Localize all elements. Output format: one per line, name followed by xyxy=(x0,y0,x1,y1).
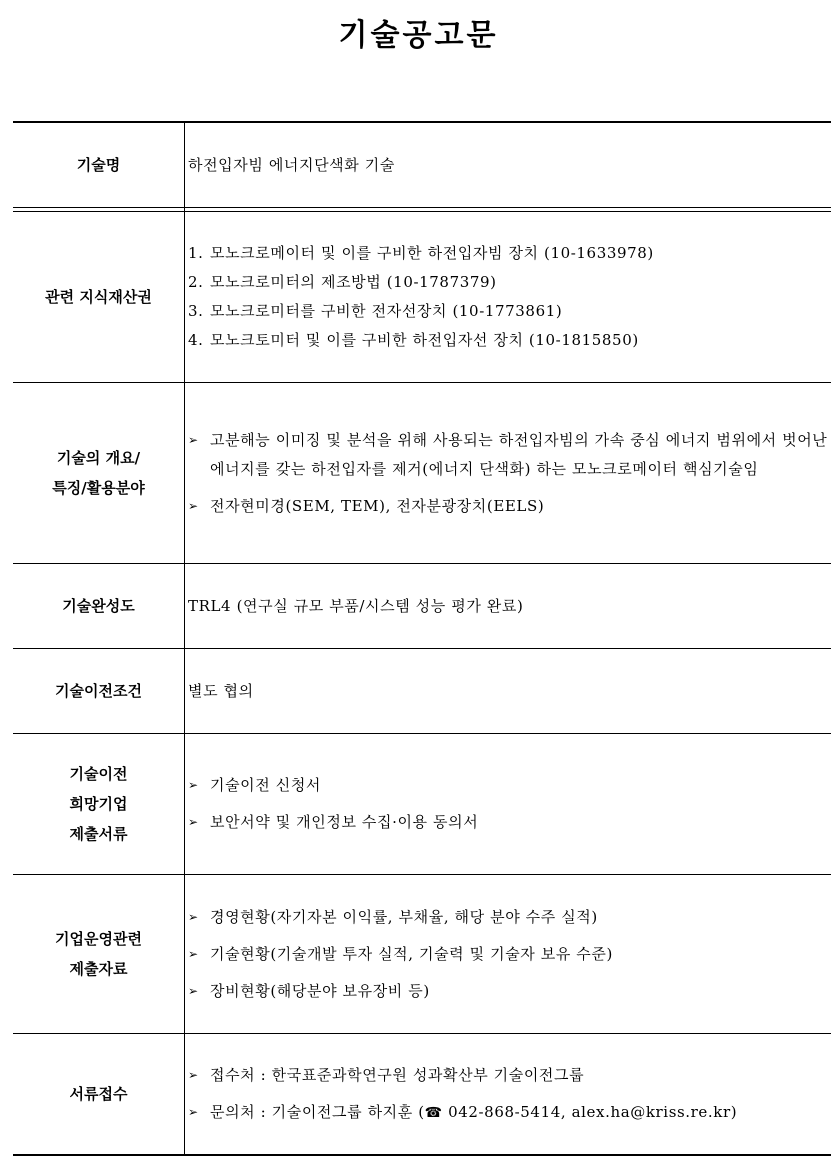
submission-label: 서류접수 xyxy=(13,1034,185,1156)
row-tech-name xyxy=(13,122,831,208)
list-item xyxy=(188,1098,831,1128)
ip-item: 2. 모노크로미터의 제조방법 (10-1787379) xyxy=(188,273,497,291)
page-title: 기술공고문 xyxy=(338,18,499,53)
row-company-docs xyxy=(13,875,831,1034)
list-item: ➢ 보안서약 및 개인정보 수집·이용 동의서 xyxy=(188,808,831,837)
arrow-bullet-icon: ➢ xyxy=(188,498,199,513)
arrow-bullet-icon: ➢ xyxy=(188,1104,199,1119)
list-item: ➢ 전자현미경(SEM, TEM), 전자분광장치(EELS) xyxy=(188,492,831,521)
list-item: ➢ 경영현황(자기자본 이익률, 부채율, 해당 분야 수주 실적) xyxy=(188,903,831,932)
overview-list xyxy=(185,383,832,564)
row-maturity xyxy=(13,564,831,649)
maturity-label: 기술완성도 xyxy=(13,564,185,649)
contact-prefix: 문의처 : 기술이전그룹 하지훈 ( xyxy=(210,1102,425,1121)
arrow-bullet-icon: ➢ xyxy=(188,432,199,447)
contact-details: 042-868-5414, alex.ha@kriss.re.kr) xyxy=(442,1102,738,1121)
list-item: ➢ 장비현황(해당분야 보유장비 등) xyxy=(188,977,831,1006)
overview-label: 기술의 개요/ 특징/활용분야 xyxy=(13,383,185,564)
arrow-bullet-icon: ➢ xyxy=(188,946,199,961)
maturity-value: TRL4 (연구실 규모 부품/시스템 성능 평가 완료) xyxy=(185,564,832,649)
documents-list xyxy=(185,734,832,875)
arrow-bullet-icon: ➢ xyxy=(188,1067,199,1082)
transfer-terms-value: 별도 협의 xyxy=(185,649,832,734)
list-item: ➢ 고분해능 이미징 및 분석을 위해 사용되는 하전입자빔의 가속 중심 에너지 범위에서 벗어난 에너지를 갖는 하전입자를 제거(에너지 단색화) 하는 모노크로메이터 핵심기술임 xyxy=(188,426,831,484)
company-docs-list xyxy=(185,875,832,1034)
transfer-terms-label: 기술이전조건 xyxy=(13,649,185,734)
row-overview xyxy=(13,383,831,564)
submission-list xyxy=(185,1034,832,1156)
ip-label: 관련 지식재산권 xyxy=(13,212,185,383)
phone-icon: ☎ xyxy=(424,1104,443,1121)
tech-name-value: 하전입자빔 에너지단색화 기술 xyxy=(185,122,832,208)
ip-list xyxy=(185,212,832,383)
arrow-bullet-icon: ➢ xyxy=(188,909,199,924)
arrow-bullet-icon: ➢ xyxy=(188,983,199,998)
company-docs-label: 기업운영관련 제출자료 xyxy=(13,875,185,1034)
ip-item: 3. 모노크로미터를 구비한 전자선장치 (10-1773861) xyxy=(188,302,563,320)
documents-label: 기술이전 희망기업 제출서류 xyxy=(13,734,185,875)
list-item: ➢ 접수처 : 한국표준과학연구원 성과확산부 기술이전그룹 xyxy=(188,1061,831,1090)
notice-table xyxy=(13,121,831,1156)
row-submission xyxy=(13,1034,831,1156)
ip-item: 1. 모노크로메이터 및 이를 구비한 하전입자빔 장치 (10-1633978) xyxy=(188,244,654,262)
list-item: ➢ 기술현황(기술개발 투자 실적, 기술력 및 기술자 보유 수준) xyxy=(188,940,831,969)
row-documents xyxy=(13,734,831,875)
ip-item: 4. 모노크토미터 및 이를 구비한 하전입자선 장치 (10-1815850) xyxy=(188,331,639,349)
arrow-bullet-icon: ➢ xyxy=(188,815,199,829)
arrow-bullet-icon: ➢ xyxy=(188,778,199,792)
row-transfer-terms xyxy=(13,649,831,734)
row-ip xyxy=(13,212,831,383)
list-item: ➢ 기술이전 신청서 xyxy=(188,771,831,800)
tech-name-label: 기술명 xyxy=(13,122,185,208)
